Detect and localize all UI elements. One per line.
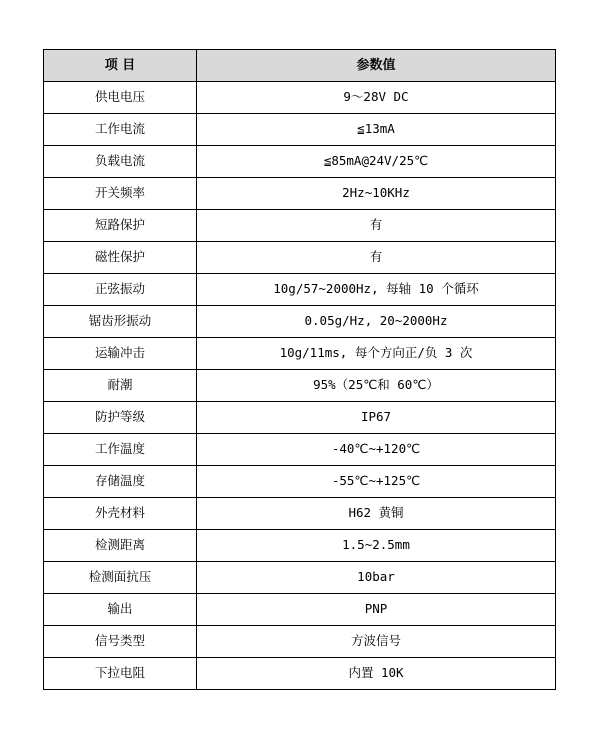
table-row: [44, 338, 556, 370]
row-item: 磁性保护: [44, 242, 197, 274]
row-value: 10g/57~2000Hz, 每轴 10 个循环: [197, 274, 556, 306]
row-item: 耐潮: [44, 370, 197, 402]
row-item: 短路保护: [44, 210, 197, 242]
row-value: H62 黄铜: [197, 498, 556, 530]
table-row: [44, 82, 556, 114]
row-item: 开关频率: [44, 178, 197, 210]
table-row: [44, 402, 556, 434]
row-value: -55℃~+125℃: [197, 466, 556, 498]
header-value: 参数值: [197, 50, 556, 82]
table-row: [44, 626, 556, 658]
row-item: 锯齿形振动: [44, 306, 197, 338]
table-row: [44, 306, 556, 338]
row-item: 检测距离: [44, 530, 197, 562]
row-item: 运输冲击: [44, 338, 197, 370]
row-value: -40℃~+120℃: [197, 434, 556, 466]
table-header-row: [44, 50, 556, 82]
table-row: [44, 178, 556, 210]
row-item: 输出: [44, 594, 197, 626]
table-row: [44, 274, 556, 306]
table-row: [44, 434, 556, 466]
row-value: 10g/11ms, 每个方向正/负 3 次: [197, 338, 556, 370]
row-item: 工作电流: [44, 114, 197, 146]
row-value: 有: [197, 242, 556, 274]
row-value: 内置 10K: [197, 658, 556, 690]
table-row: [44, 562, 556, 594]
table-row: [44, 210, 556, 242]
row-value: 有: [197, 210, 556, 242]
table-row: [44, 530, 556, 562]
row-value: 0.05g/Hz, 20~2000Hz: [197, 306, 556, 338]
row-item: 防护等级: [44, 402, 197, 434]
row-value: IP67: [197, 402, 556, 434]
table-row: [44, 658, 556, 690]
row-value: ≦13mA: [197, 114, 556, 146]
row-item: 工作温度: [44, 434, 197, 466]
row-item: 负载电流: [44, 146, 197, 178]
header-item: 项 目: [44, 50, 197, 82]
row-item: 下拉电阻: [44, 658, 197, 690]
table-row: [44, 498, 556, 530]
table-row: [44, 242, 556, 274]
table-row: [44, 114, 556, 146]
row-value: 10bar: [197, 562, 556, 594]
row-item: 正弦振动: [44, 274, 197, 306]
row-item: 信号类型: [44, 626, 197, 658]
table-row: [44, 466, 556, 498]
row-item: 检测面抗压: [44, 562, 197, 594]
table-row: [44, 146, 556, 178]
row-value: PNP: [197, 594, 556, 626]
row-value: ≦85mA@24V/25℃: [197, 146, 556, 178]
row-value: 1.5~2.5mm: [197, 530, 556, 562]
row-value: 方波信号: [197, 626, 556, 658]
table-row: [44, 594, 556, 626]
row-value: 2Hz~10KHz: [197, 178, 556, 210]
row-value: 9～28V DC: [197, 82, 556, 114]
table-row: [44, 370, 556, 402]
row-item: 外壳材料: [44, 498, 197, 530]
row-value: 95%（25℃和 60℃）: [197, 370, 556, 402]
row-item: 供电电压: [44, 82, 197, 114]
row-item: 存储温度: [44, 466, 197, 498]
spec-table: [43, 49, 556, 690]
